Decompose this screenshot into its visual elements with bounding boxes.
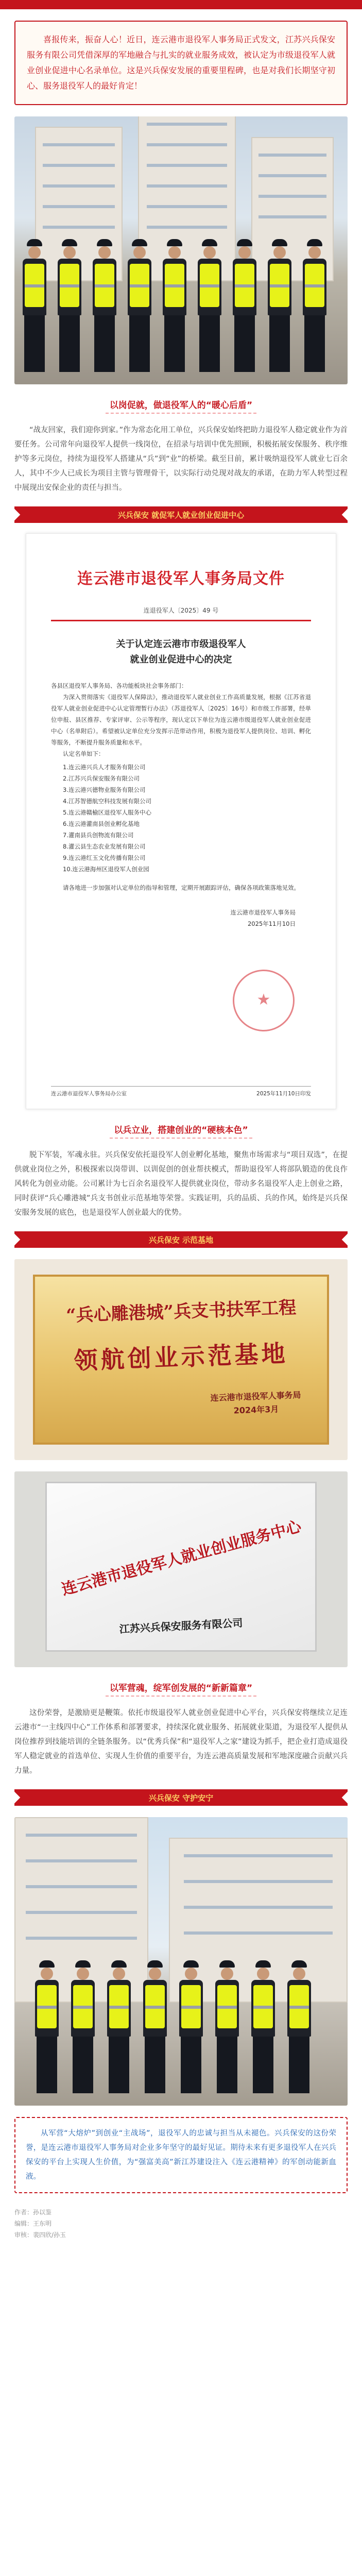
official-seal [233, 970, 295, 1031]
list-item: 10.连云港海州区退役军人创业园 [63, 866, 149, 873]
document-list [51, 761, 311, 875]
guard-figure [93, 239, 116, 372]
list-item: 8.灌云县生态农业发展有限公司 [63, 843, 146, 850]
plaque2-title: 连云港市退役军人就业创业服务中心 [60, 1517, 303, 1599]
guard-figure [143, 1960, 167, 2093]
plaque-photo-2 [14, 1471, 348, 1667]
document-footer [51, 1086, 311, 1097]
section1-banner: 兴兵保安 就促军人就业创业促进中心 [14, 506, 348, 523]
guard-figure [198, 239, 221, 372]
review-label: 审核：裴四欣/孙玉 [14, 2231, 66, 2239]
plaque-board [45, 1482, 317, 1652]
editor-label: 编辑：王东明 [14, 2220, 52, 2227]
guard-row [14, 1954, 348, 2093]
guard-figure [268, 239, 291, 372]
article-meta [14, 2207, 348, 2241]
plaque-line2: 领航创业示范基地 [73, 1339, 289, 1375]
list-item: 3.连云港兴德物业服务有限公司 [63, 786, 146, 793]
guard-figure [303, 239, 326, 372]
list-item: 7.灌南县兵创物流有限公司 [63, 832, 134, 839]
guard-figure [58, 239, 81, 372]
list-item: 2.江苏兴兵保安服务有限公司 [63, 775, 140, 782]
section2-caption: 以兵立业，搭建创业的“硬核本色” [0, 1121, 362, 1139]
guard-row [14, 233, 348, 372]
document-number: 连退役军人〔2025〕49 号 [143, 607, 219, 614]
red-divider [51, 620, 311, 621]
document-body [51, 680, 311, 759]
document-closing: 请各地进一步加强对认定单位的指导和管理，定期开展跟踪评估，确保各项政策落地见效。 [63, 884, 300, 891]
guard-figure [71, 1960, 95, 2093]
document-title: 关于认定连云港市市级退役军人 就业创业促进中心的决定 [116, 639, 246, 665]
document-sign-date: 2025年11月10日 [247, 920, 296, 927]
section1-caption: 以岗促就，做退役军人的“暖心后盾” [0, 396, 362, 414]
plaque-org: 连云港市退役军人事务局 2024年3月 [210, 1389, 301, 1416]
list-item: 1.连云港兴兵人才服务有限公司 [63, 764, 146, 771]
guard-figure [215, 1960, 239, 2093]
guard-figure [251, 1960, 275, 2093]
guards-photo-1 [14, 116, 348, 384]
list-item: 5.连云港赣榆区退役军人服务中心 [63, 809, 151, 816]
closing-box [14, 2117, 348, 2193]
list-item: 6.连云港灌南县创业孵化基地 [63, 820, 140, 827]
section2-paragraph: 脱下军装，军魂永驻。兴兵保安依托退役军人创业孵化基地，聚焦市场需求与“项目双选”，在提供就业岗位之外，积极探索以岗带训、以训促创的创业帮扶模式，帮助退役军人将部队锻造的优良作风转化为创业动能。公司累计为七百余名退役军人提供就业岗位，带动多名退役军人走上创业之路，同时获评“兵心雕港城”兵支书创业示范基地等荣誉。实践证明，兵的品质、兵的作风，始终是兴兵保安服务发展的底色，也是退役军人创业最大的优势。 [14, 1151, 348, 1217]
official-document [26, 533, 336, 1109]
section3-paragraph: 这份荣誉，是激励更是鞭策。依托市级退役军人就业创业促进中心平台，兴兵保安将继续立足连云港市“一主线四中心”工作体系和部署要求，持续深化就业服务、拓展就业渠道，为退役军人提供从岗位推荐到技能培训的全链条服务。以“优秀兵保”和“退役军人之家”建设为抓手，把企业打造成退役军人稳定就业的首选单位、实现人生价值的重要平台，为连云港高质量发展和军地深度融合贡献兴兵力量。 [14, 1709, 348, 1775]
guards-photo-2 [14, 1817, 348, 2106]
guard-figure [179, 1960, 203, 2093]
document-salutation: 各县区退役军人事务局、各功能板块社会事务部门： [51, 682, 187, 689]
document-paragraph: 为深入贯彻落实《退役军人保障法》，推动退役军人就业创业工作高质量发展，根据《江苏省退役军人就业创业促进中心认定管理暂行办法》（苏退役军人〔2025〕16号）和市级工作部署，经单位申报、县区推荐、专家评审、公示等程序，现认定以下单位为连云港市级退役军人就业创业促进中心（名单附后）。希望被认定单位充分发挥示范带动作用，积极为退役军人提供岗位、培训、孵化等服务，不断提升服务质量和水平。 [51, 693, 311, 746]
document-footer-left: 连云港市退役军人事务局办公室 [51, 1091, 127, 1097]
document-issuer: 连云港市退役军人事务局文件 [77, 570, 285, 588]
intro-text: 喜报传来，振奋人心！近日，连云港市退役军人事务局正式发文，江苏兴兵保安服务有限公司凭借深厚的军地融合与扎实的就业服务成效，被认定为市级退役军人就业创业促进中心名录单位。这是兴兵保安发展的重要里程碑，也是对我们长期坚守初心、服务退役军人的最好肯定！ [27, 35, 335, 91]
document-signature [51, 907, 311, 929]
guard-figure [23, 239, 46, 372]
guard-figure [287, 1960, 311, 2093]
guard-figure [107, 1960, 131, 2093]
document-list-intro: 认定名单如下： [63, 750, 105, 757]
plaque-board [33, 1275, 329, 1445]
document-sign-org: 连云港市退役军人事务局 [230, 909, 296, 916]
closing-text: 从军营“大熔炉”到创业“主战场”，退役军人的忠诚与担当从未褪色。兴兵保安的这份荣誉，是连云港市退役军人事务局对企业多年坚守的最好见证。期待未来有更多退役军人在兴兵保安的平台上实现人生价值，为“强富美高”新江苏建设注入《连云港精神》的军创动能新血液。 [26, 2129, 336, 2181]
list-item: 4.江苏智德航空科技发展有限公司 [63, 798, 151, 805]
author-label: 作者：孙以鉴 [14, 2209, 52, 2216]
section3-banner: 兴兵保安 守护安宁 [14, 1789, 348, 1806]
top-ribbon [0, 0, 362, 9]
document-footer-right: 2025年11月10日印发 [256, 1091, 311, 1097]
plaque-line1: “兵心雕港城”兵支书扶军工程 [65, 1297, 297, 1326]
guard-figure [233, 239, 256, 372]
list-item: 9.连云港红玉文化传播有限公司 [63, 854, 146, 861]
guard-figure [35, 1960, 59, 2093]
plaque2-org: 江苏兴兵保安服务有限公司 [119, 1616, 244, 1636]
intro-box [14, 21, 348, 105]
section3-caption: 以军营魂，绽军创发展的“新新篇章” [0, 1679, 362, 1697]
section2-banner: 兴兵保安 示范基地 [14, 1231, 348, 1248]
plaque-photo-1 [14, 1259, 348, 1460]
section1-paragraph: “战友回家，我们迎你到家。”作为常态化用工单位，兴兵保安始终把助力退役军人稳定就业作为首要任务。公司常年向退役军人提供一线岗位，在招录与培训中优先照顾，积极拓展安保服务、秩序维护等多元岗位，持续为退役军人搭建从“兵”到“业”的桥梁。截至目前，累计吸纳退役军人就业七百余人，其中不少人已成长为项目主管与管理骨干，以实际行动兑现对战友的承诺，在助力军人转型过程中展现出安保企业的责任与担当。 [14, 426, 348, 492]
guard-figure [163, 239, 186, 372]
guard-figure [128, 239, 151, 372]
